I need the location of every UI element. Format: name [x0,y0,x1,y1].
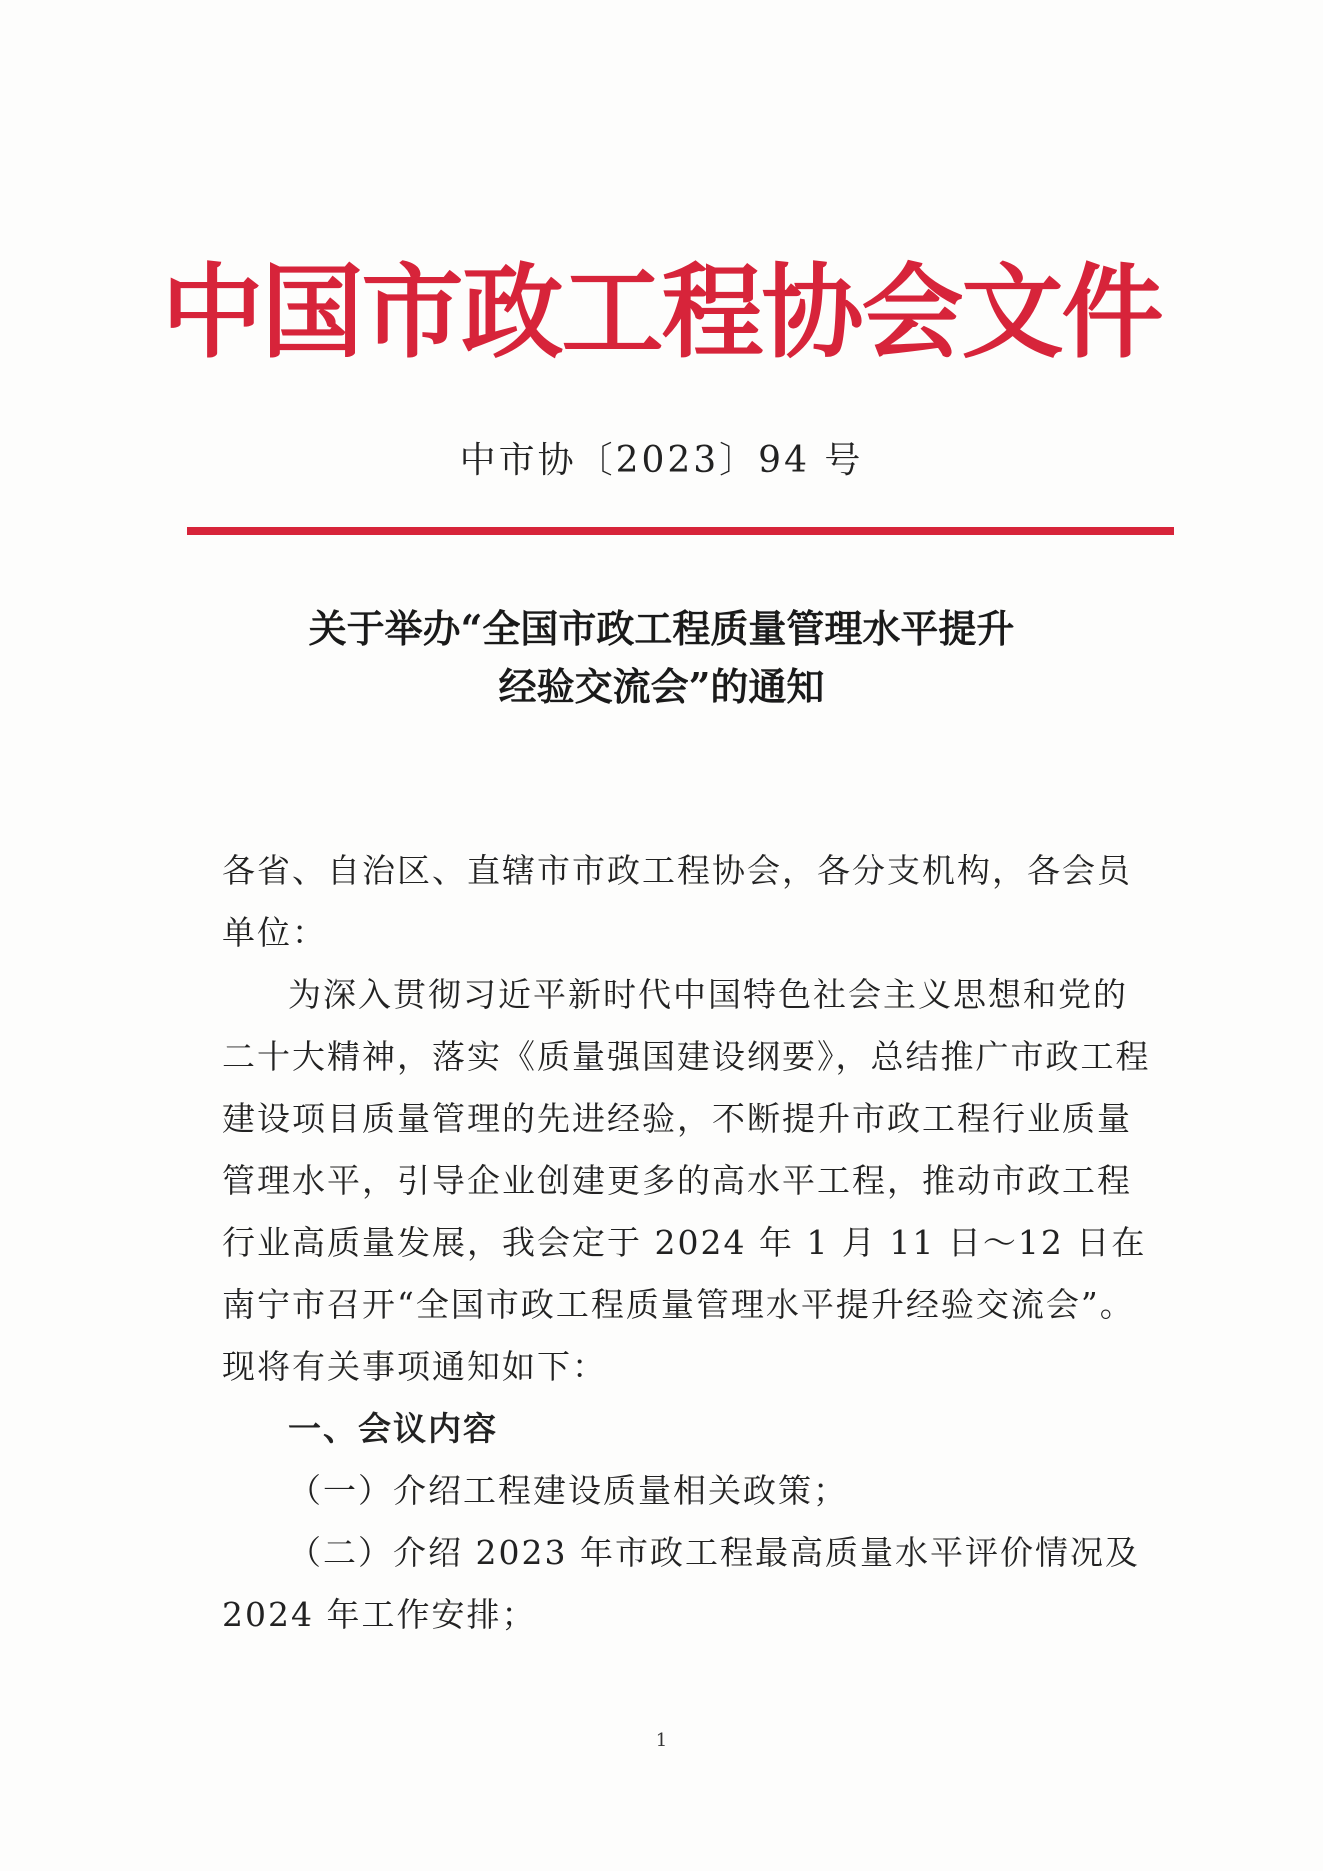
list-item: （一）介绍工程建设质量相关政策； [288,1471,848,1510]
page-number: 1 [655,1730,668,1751]
document-number: 中市协〔2023〕94 号 [459,440,864,481]
intro-paragraph: 为深入贯彻习近平新时代中国特色社会主义思想和党的二十大精神，落实《质量强国建设纲要》，总结推广市政工程建设项目质量管理的先进经验，不断提升市政工程行业质量管理水平，引导企业创建更多的高水平工程，推动市政工程行业高质量发展，我会定于 2024 年 1 月 11 日～12 日在南宁市召开“全国市政工程质量管理水平提升经验交流会”。现将有关事项通知如下： [222,975,1151,1386]
notice-title-line-1: 关于举办“全国市政工程质量管理水平提升 [308,606,1015,651]
list-item: （二）介绍 2023 年市政工程最高质量水平评价情况及 2024 年工作安排； [222,1533,1140,1634]
red-divider-line [187,527,1174,535]
notice-title [0,600,1323,716]
section-heading-meeting-content: 一、会议内容 [288,1409,498,1448]
document-masthead: 中国市政工程协会文件 [161,253,1162,373]
notice-title-line-2: 经验交流会”的通知 [498,664,825,709]
salutation: 各省、自治区、直辖市市政工程协会，各分支机构，各会员单位： [222,851,1132,952]
notice-body [222,840,1152,1646]
